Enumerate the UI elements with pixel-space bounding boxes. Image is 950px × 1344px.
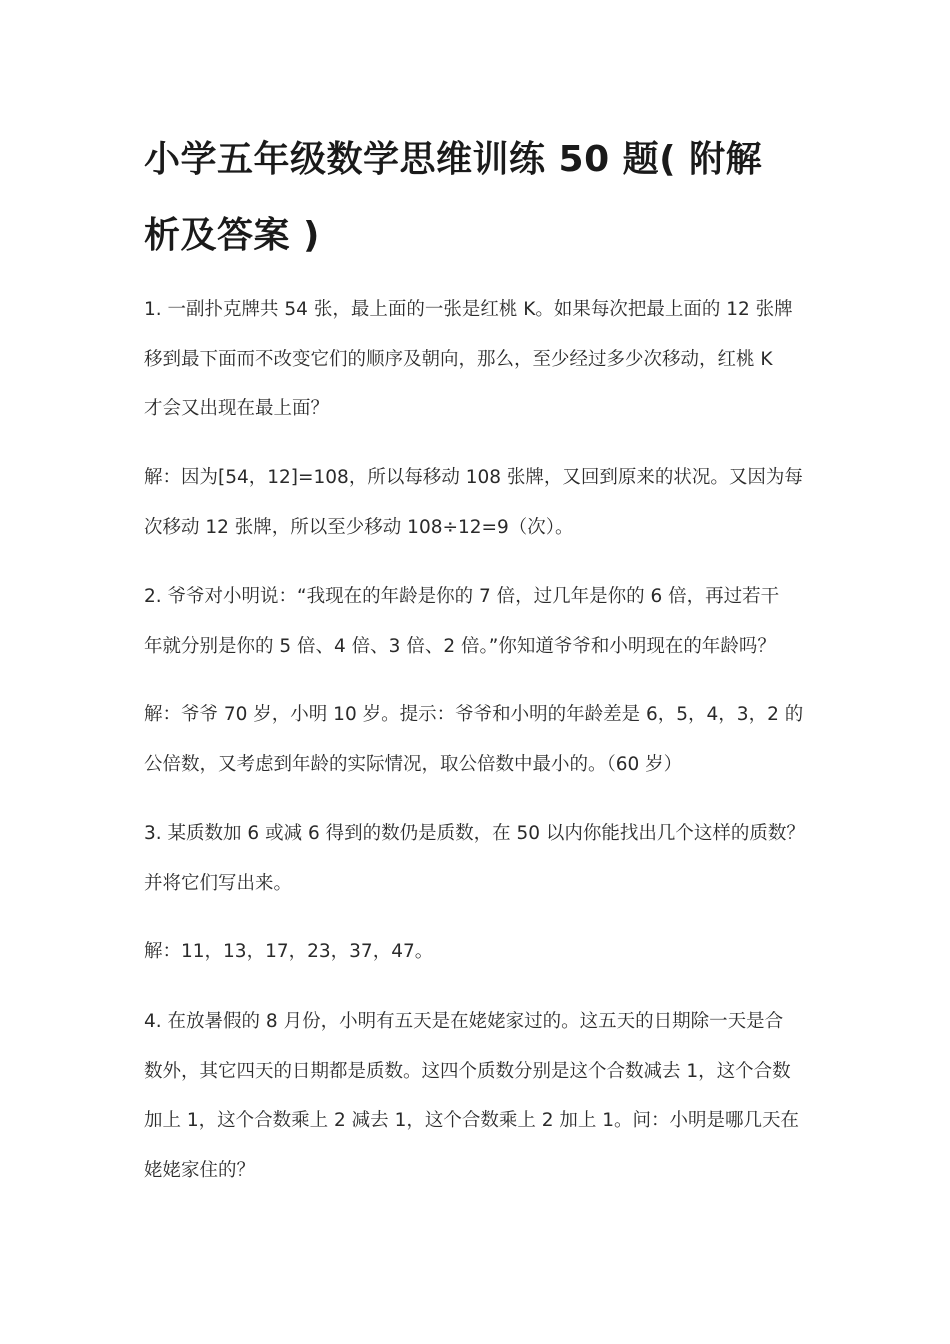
question-2-line-2: 年就分别是你的 5 倍、4 倍、3 倍、2 倍。”你知道爷爷和小明现在的年龄吗？ xyxy=(144,635,776,657)
question-4-line-4: 姥姥家住的？ xyxy=(144,1159,256,1181)
answer-2 xyxy=(144,690,810,789)
question-3-line-2: 并将它们写出来。 xyxy=(144,872,293,894)
answer-1-line-1: 解：因为[54，12]=108，所以每移动 108 张牌，又回到原来的状况。又因为每 xyxy=(144,467,803,488)
question-3-line-1: 3. 某质数加 6 或减 6 得到的数仍是质数，在 50 以内你能找出几个这样的质数？ xyxy=(144,823,805,844)
title-line-2: 析及答案 ) xyxy=(144,215,320,256)
question-1-line-3: 才会又出现在最上面？ xyxy=(144,398,330,420)
question-4-line-1: 4. 在放暑假的 8 月份，小明有五天是在姥姥家过的。这五天的日期除一天是合 xyxy=(144,1011,784,1032)
answer-2-line-1: 解：爷爷 70 岁，小明 10 岁。提示：爷爷和小明的年龄差是 6，5，4，3，2 的 xyxy=(144,704,804,725)
answer-3 xyxy=(144,927,810,977)
question-4-line-2: 数外，其它四天的日期都是质数。这四个质数分别是这个合数减去 1，这个合数 xyxy=(144,1060,791,1082)
question-1-line-1: 1. 一副扑克牌共 54 张，最上面的一张是红桃 K。如果每次把最上面的 12 张牌 xyxy=(144,299,793,320)
question-3 xyxy=(144,809,810,908)
answer-1 xyxy=(144,453,810,552)
question-4 xyxy=(144,997,810,1195)
question-2 xyxy=(144,572,810,671)
question-1 xyxy=(144,285,810,434)
question-2-line-1: 2. 爷爷对小明说：“我现在的年龄是你的 7 倍，过几年是你的 6 倍，再过若干 xyxy=(144,586,780,607)
title-line-1: 小学五年级数学思维训练 50 题( 附解 xyxy=(144,139,763,180)
question-1-line-2: 移到最下面而不改变它们的顺序及朝向，那么，至少经过多少次移动，红桃 K xyxy=(144,348,773,370)
answer-3-line-1: 解：11，13，17，23，37，47。 xyxy=(144,941,434,962)
document-title xyxy=(144,122,810,274)
answer-1-line-2: 次移动 12 张牌，所以至少移动 108÷12=9（次）。 xyxy=(144,516,574,538)
question-4-line-3: 加上 1，这个合数乘上 2 减去 1，这个合数乘上 2 加上 1。问：小明是哪几天在 xyxy=(144,1110,800,1132)
answer-2-line-2: 公倍数，又考虑到年龄的实际情况，取公倍数中最小的。（60 岁） xyxy=(144,753,683,775)
